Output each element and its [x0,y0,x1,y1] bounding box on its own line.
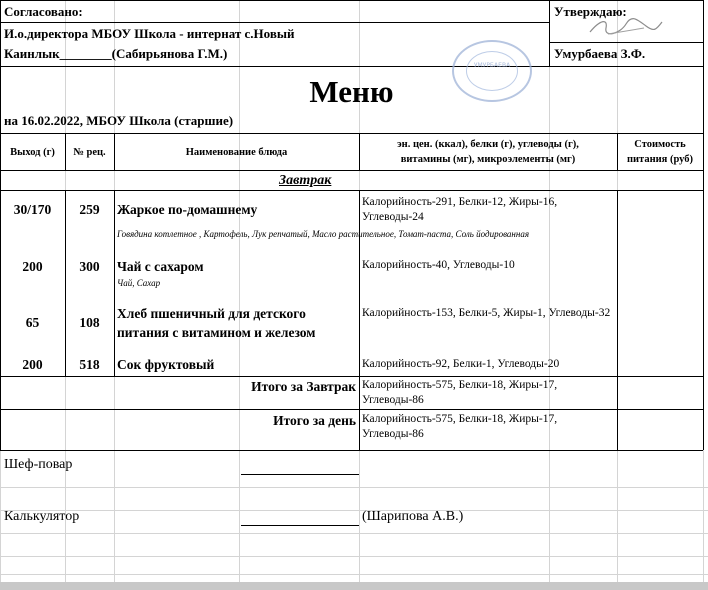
horizontal-scrollbar[interactable] [0,582,708,590]
item-name: Жаркое по-домашнему [117,202,258,217]
agreed-label: Согласовано: [4,4,83,19]
item-yield: 200 [22,259,43,274]
calculator-label: Калькулятор [4,509,80,524]
item-ingredients: Чай, Сахар [117,278,161,288]
item-name: Чай с сахаром [117,259,204,274]
border [0,0,1,450]
border [0,450,703,451]
signature-icon [586,14,666,40]
total-breakfast-nutrition: Калорийность-575, Белки-18, Жиры-17, Углеводы-86 [362,379,558,406]
item-ingredients: Говядина котлетное , Картофель, Лук репчатый, Масло растительное, Томат-паста, Соль йодированная [117,229,530,239]
item-recipe: 108 [79,315,100,330]
meal-title: Завтрак [279,173,332,188]
item-name: Сок фруктовый [117,357,215,372]
item-nutrition: Калорийность-92, Белки-1, Углеводы-20 [362,358,560,370]
border [617,190,618,450]
signature-line [241,525,359,526]
grid-line [0,533,708,534]
border [114,190,115,376]
item-recipe: 518 [79,357,100,372]
total-day-label: Итого за день [273,413,356,428]
director-line-1: И.о.директора МБОУ Школа - интернат с.Новый [4,26,295,41]
border [550,42,703,43]
border [549,0,550,66]
stamp-text: УМУРБАЕВА [473,62,511,69]
signature-line [241,474,359,475]
item-name: Хлеб пшеничный для детского питания с витамином и железом [117,306,316,340]
border [0,190,703,191]
item-nutrition: Калорийность-291, Белки-12, Жиры-16, Углеводы-24 [362,196,558,223]
grid-line [0,574,708,575]
item-nutrition: Калорийность-153, Белки-5, Жиры-1, Углеводы-32 [362,307,611,319]
column-header-dish: Наименование блюда [185,147,288,158]
total-day-nutrition: Калорийность-575, Белки-18, Жиры-17, Углеводы-86 [362,413,558,440]
border [0,133,703,134]
item-yield: 65 [25,315,40,330]
approve-label: Утверждаю: [554,4,627,19]
subtitle: на 16.02.2022, МБОУ Школа (старшие) [4,113,234,128]
item-recipe: 259 [79,202,100,217]
director-line-2: Каинлык________(Сабирьянова Г.М.) [4,46,228,61]
column-header-nutrition-2: витамины (мг), микроэлементы (мг) [400,154,576,165]
item-yield: 30/170 [13,202,52,217]
total-breakfast-label: Итого за Завтрак [251,379,356,394]
border [0,376,703,377]
column-header-recipe: № рец. [73,147,106,158]
grid-line [0,556,708,557]
column-header-nutrition: эн. цен. (ккал), белки (г), углеводы (г), [397,139,579,150]
grid-line [0,487,708,488]
border [0,22,549,23]
chef-label: Шеф-повар [4,457,73,472]
item-nutrition: Калорийность-40, Углеводы-10 [362,259,515,271]
border [703,0,704,450]
border [0,66,703,67]
border [0,0,703,1]
page-title: Меню [309,74,394,109]
approver-name: Умурбаева З.Ф. [554,46,646,61]
item-recipe: 300 [79,259,100,274]
border [0,170,703,171]
column-header-cost-2: питания (руб) [626,154,694,165]
column-header-yield: Выход (г) [10,147,55,158]
grid-line [0,510,708,511]
border [0,409,703,410]
column-header-cost: Стоимость [634,139,686,150]
item-yield: 200 [22,357,43,372]
calculator-name: (Шарипова А.В.) [362,509,464,524]
